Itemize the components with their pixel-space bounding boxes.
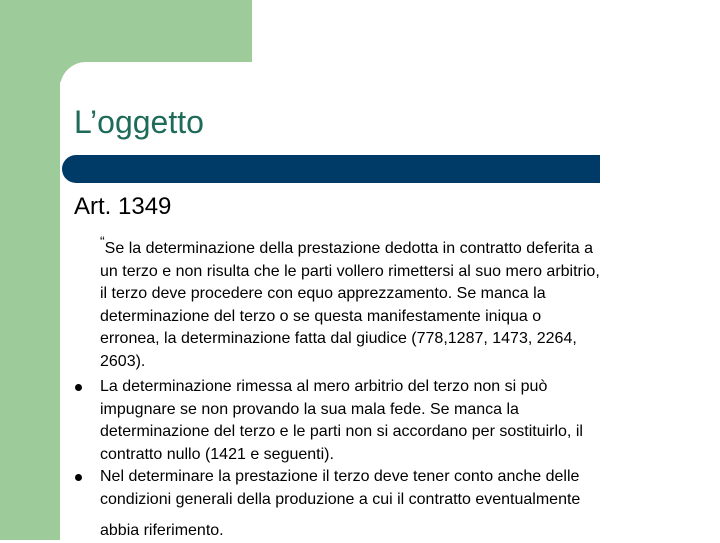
paragraph-1-line-1-text: Se la determinazione della prestazione dedotta in contratto deferita a (104, 240, 593, 257)
paragraph-2-line-2: impugnare se non provando la sua mala fede. Se manca la (100, 400, 519, 418)
slide-title: L’oggetto (74, 104, 204, 140)
paragraph-2-line-1: La determinazione rimessa al mero arbitrio del terzo non si può (100, 378, 548, 395)
bullet-point (75, 474, 82, 481)
article-heading: Art. 1349 (74, 193, 172, 220)
paragraph-4 (100, 520, 224, 543)
decorative-green-strip (0, 0, 60, 540)
paragraph-1-line-3: il terzo deve procedere con equo apprezzamento. Se manca la (100, 285, 546, 302)
paragraph-2-line-4: contratto nullo (1421 e seguenti). (100, 445, 334, 463)
title-underline-bar (62, 155, 600, 183)
paragraph-4-line-1: abbia riferimento. (100, 522, 224, 539)
bullet-point (75, 384, 82, 391)
quote-mark: “ (100, 233, 105, 249)
paragraph-2-line-3: determinazione del terzo e le parti non si accordano per sostituirlo, il (100, 423, 583, 440)
paragraph-1-line-1 (100, 233, 600, 261)
paragraph-3-line-1: Nel determinare la prestazione il terzo deve tener conto anche delle (100, 468, 580, 485)
paragraph-1 (100, 233, 600, 373)
paragraph-2 (100, 376, 583, 466)
paragraph-3 (100, 466, 580, 511)
paragraph-1-line-6: 2603). (100, 352, 146, 370)
paragraph-3-line-2: condizioni generali della produzione a cui il contratto eventualmente (100, 490, 581, 508)
paragraph-1-line-5: erronea, la determinazione fatta dal giudice (778,1287, 1473, 2264, (100, 330, 577, 347)
paragraph-1-line-2: un terzo e non risulta che le parti vollero rimettersi al suo mero arbitrio, (100, 262, 600, 280)
paragraph-1-line-4: determinazione del terzo o se questa manifestamente iniqua o (100, 307, 542, 325)
